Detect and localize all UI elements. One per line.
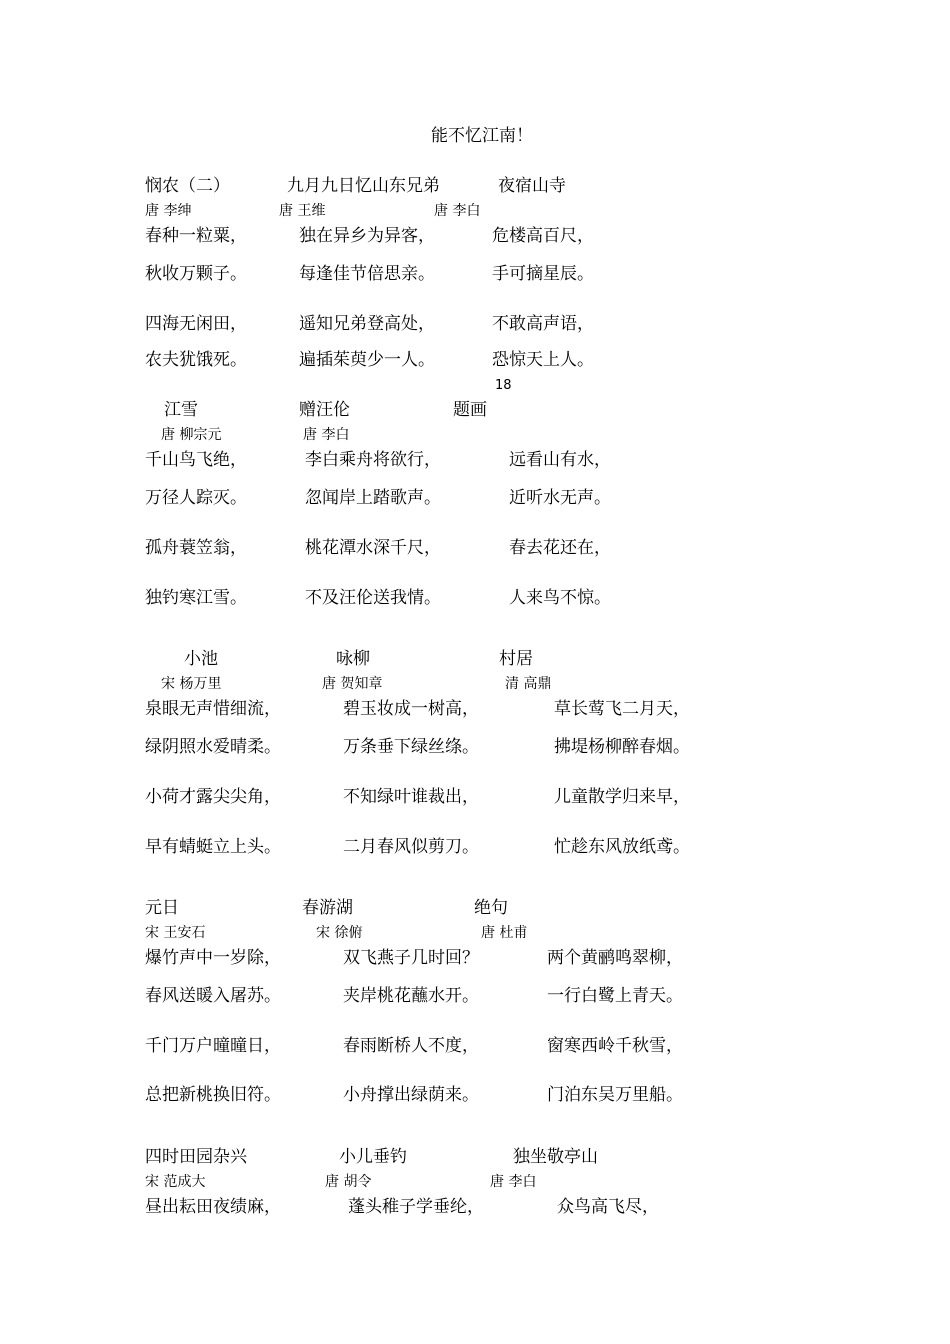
poem-line: 双飞燕子几时回？ [343,948,479,968]
poem-line: 绿阴照水爱晴柔。 [145,737,281,757]
page-title: 能不忆江南！ [431,126,533,146]
poem-line: 泉眼无声惜细流， [145,699,281,719]
poem-line: 一行白鹭上青天。 [547,986,683,1006]
poem-line: 千山鸟飞绝， [145,450,247,470]
poem-title: 咏柳 [336,649,370,669]
poem-title: 题画 [453,400,487,420]
poem-line: 众鸟高飞尽， [557,1197,659,1217]
poem-line: 近听水无声。 [509,488,611,508]
poem-line: 总把新桃换旧符。 [145,1085,281,1105]
poem-line: 碧玉妆成一树高， [343,699,479,719]
poem-title: 小儿垂钓 [339,1147,407,1167]
poem-author: 清 高鼎 [505,676,552,692]
poem-line: 农夫犹饿死。 [145,350,247,370]
poem-line: 夹岸桃花蘸水开。 [343,986,479,1006]
poem-line: 草长莺飞二月天， [554,699,690,719]
poem-author: 唐 胡令 [325,1174,372,1190]
poem-author: 宋 范成大 [145,1174,206,1190]
poem-author: 唐 王维 [279,203,326,219]
poem-line: 不知绿叶谁裁出， [343,787,479,807]
poem-line: 秋收万颗子。 [145,264,247,284]
poem-line: 早有蜻蜓立上头。 [145,837,281,857]
poem-line: 春风送暖入屠苏。 [145,986,281,1006]
poem-line: 忽闻岸上踏歌声。 [305,488,441,508]
poem-line: 手可摘星辰。 [492,264,594,284]
poem-line: 危楼高百尺， [492,226,594,246]
poem-line: 不及汪伦送我情。 [305,588,441,608]
poem-title: 江雪 [164,400,198,420]
poem-author: 唐 李白 [434,203,481,219]
poem-line: 爆竹声中一岁除， [145,948,281,968]
poem-author: 唐 李绅 [145,203,192,219]
poem-line: 春种一粒粟， [145,226,247,246]
poem-line: 拂堤杨柳醉春烟。 [554,737,690,757]
poem-line: 每逢佳节倍思亲。 [299,264,435,284]
page-number: 18 [495,378,512,393]
poem-title: 村居 [499,649,533,669]
poem-title: 四时田园杂兴 [145,1147,247,1167]
poem-title: 九月九日忆山东兄弟 [287,176,440,196]
poem-line: 门泊东吴万里船。 [547,1085,683,1105]
poem-author: 唐 杜甫 [481,925,528,941]
poem-author: 唐 贺知章 [322,676,383,692]
poem-line: 窗寒西岭千秋雪， [547,1036,683,1056]
poem-title: 春游湖 [302,898,353,918]
poem-line: 远看山有水， [509,450,611,470]
poem-line: 恐惊天上人。 [492,350,594,370]
poem-title: 小池 [184,649,218,669]
poem-line: 人来鸟不惊。 [509,588,611,608]
poem-line: 小舟撑出绿荫来。 [343,1085,479,1105]
poem-line: 万径人踪灭。 [145,488,247,508]
poem-line: 四海无闲田， [145,314,247,334]
poem-line: 春去花还在， [509,538,611,558]
poem-line: 独钓寒江雪。 [145,588,247,608]
poem-author: 唐 柳宗元 [161,427,222,443]
poem-author: 宋 王安石 [145,925,206,941]
poem-line: 忙趁东风放纸鸢。 [554,837,690,857]
poem-title: 独坐敬亭山 [513,1147,598,1167]
poem-title: 夜宿山寺 [498,176,566,196]
poem-title: 悯农（二） [145,176,230,196]
poem-author: 唐 李白 [490,1174,537,1190]
poem-line: 二月春风似剪刀。 [343,837,479,857]
poem-author: 宋 杨万里 [161,676,222,692]
poem-line: 昼出耘田夜绩麻， [145,1197,281,1217]
poem-line: 孤舟蓑笠翁， [145,538,247,558]
poem-line: 桃花潭水深千尺， [305,538,441,558]
poem-line: 李白乘舟将欲行， [305,450,441,470]
poem-line: 遥知兄弟登高处， [299,314,435,334]
poem-line: 千门万户曈曈日， [145,1036,281,1056]
poem-author: 宋 徐俯 [316,925,363,941]
poem-line: 万条垂下绿丝绦。 [343,737,479,757]
poem-title: 元日 [145,898,179,918]
poem-line: 小荷才露尖尖角， [145,787,281,807]
poem-line: 蓬头稚子学垂纶， [348,1197,484,1217]
poem-line: 春雨断桥人不度， [343,1036,479,1056]
poem-line: 两个黄鹂鸣翠柳， [547,948,683,968]
poem-line: 独在异乡为异客， [299,226,435,246]
poem-line: 儿童散学归来早， [554,787,690,807]
poem-title: 赠汪伦 [299,400,350,420]
poem-line: 遍插茱萸少一人。 [299,350,435,370]
poem-author: 唐 李白 [303,427,350,443]
poem-title: 绝句 [474,898,508,918]
poem-line: 不敢高声语， [492,314,594,334]
